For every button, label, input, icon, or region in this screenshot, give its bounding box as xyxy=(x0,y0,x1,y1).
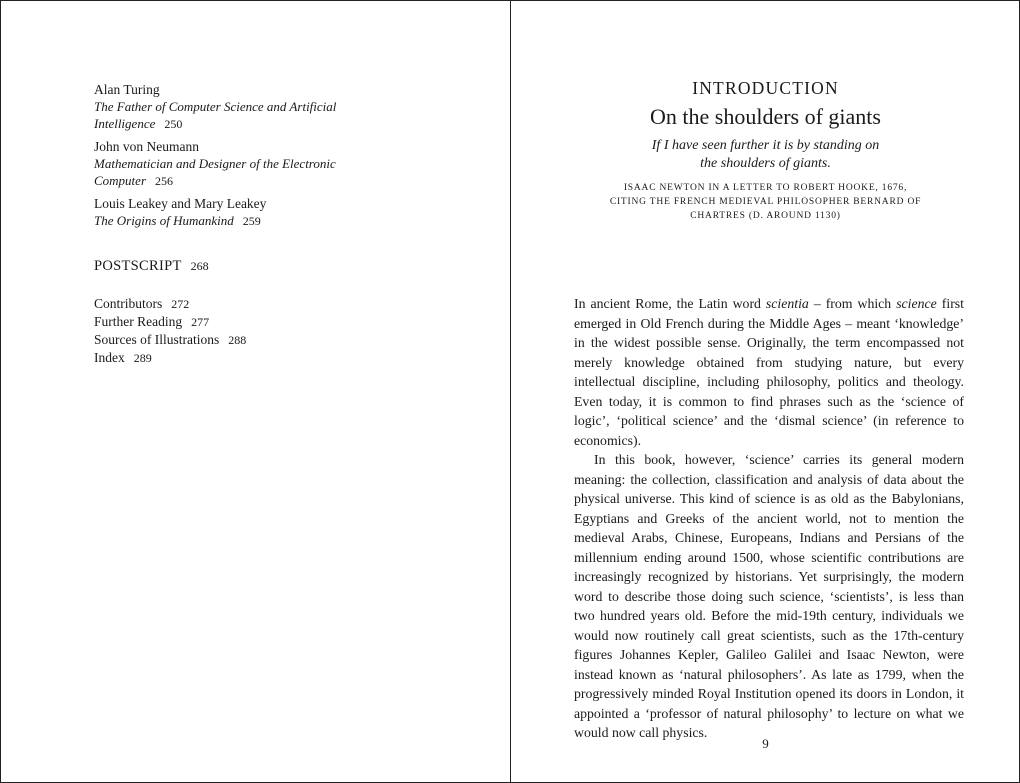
attribution-line: ISAAC NEWTON IN A LETTER TO ROBERT HOOKE, 1676, xyxy=(623,183,908,193)
epigraph-line: the shoulders of giants. xyxy=(700,156,831,171)
toc-back-matter xyxy=(94,295,394,367)
text-run: first emerged in Old French during the Middle Ages – meant ‘knowledge’ in the widest possible sense. Originally, the term encompassed not merely knowledge obtained from studying nature, but every intellectual discipline, including philosophy, politics and theology. Even today, it is common to find phrases such as the ‘science of logic’, ‘political science’ and the ‘dismal science’ (in reference to economics). xyxy=(574,296,964,448)
toc-entry-description xyxy=(94,212,394,230)
epigraph-attribution xyxy=(512,181,1019,223)
toc-entry-description xyxy=(94,115,394,133)
toc-list-item xyxy=(94,313,394,331)
text-run: In ancient Rome, the Latin word xyxy=(574,296,766,311)
toc-section-page: 268 xyxy=(190,259,209,273)
toc-entry-description xyxy=(94,172,394,190)
toc-entry-page: 256 xyxy=(155,174,173,188)
toc-list-item xyxy=(94,331,394,349)
epigraph-quote xyxy=(512,137,1019,173)
toc-entry xyxy=(94,138,394,190)
toc-entry-description xyxy=(94,155,394,172)
left-page xyxy=(1,1,511,782)
toc-list-page: 288 xyxy=(228,333,247,347)
toc-list-page: 289 xyxy=(133,351,152,365)
toc-entry xyxy=(94,195,394,230)
toc-list-label: Further Reading xyxy=(94,314,183,329)
attribution-line: CHARTRES (D. AROUND 1130) xyxy=(690,211,841,221)
toc-entry-name: John von Neumann xyxy=(94,139,199,154)
table-of-contents xyxy=(94,81,394,367)
toc-list-label: Index xyxy=(94,350,125,365)
toc-entry-description-text: The Father of Computer Science and Artificial xyxy=(94,99,337,114)
toc-entry-page: 259 xyxy=(242,214,261,228)
toc-entry-description-text: Mathematician and Designer of the Electronic xyxy=(94,156,336,171)
chapter-subtitle: On the shoulders of giants xyxy=(650,104,881,129)
toc-list-item xyxy=(94,349,394,367)
toc-entries xyxy=(94,81,394,230)
toc-entry-page: 250 xyxy=(164,117,183,131)
italic-term: scientia xyxy=(765,296,809,311)
text-run: – from which xyxy=(808,296,897,311)
toc-list-page: 272 xyxy=(171,297,190,311)
toc-entry-name: Louis Leakey and Mary Leakey xyxy=(94,196,267,211)
right-page xyxy=(512,1,1019,782)
toc-list-page: 277 xyxy=(191,315,210,329)
page-number: 9 xyxy=(762,736,769,751)
toc-list-label: Contributors xyxy=(94,296,163,311)
toc-entry-description-text: The Origins of Humankind xyxy=(94,213,234,228)
toc-entry xyxy=(94,81,394,133)
toc-section-title: POSTSCRIPT xyxy=(94,258,182,274)
body-text xyxy=(574,294,964,743)
toc-entry-description-text: Computer xyxy=(94,173,146,188)
paragraph-2: In this book, however, ‘science’ carries its general modern meaning: the collection, classification and analysis of data about the physical universe. This kind of science is as old as the Babylonians, Egyptians and Greeks of the ancient world, not to mention the medieval Arabs, Chinese, Europeans, Indians and Persians of the millennium ending around 1500, whose scientific contributions are increasingly recognized by historians. Yet surprisingly, the modern word to describe those doing such science, ‘scientists’, is less than two hundred years old. Before the mid-19th century, individuals we would now routinely call great scientists, such as the 17th-century figures Johannes Kepler, Galileo Galilei and Isaac Newton, were instead known as ‘natural philosophers’. As late as 1799, when the progressively minded Royal Institution opened its doors in London, it appointed a ‘professor of natural philosophy’ to lecture on what we would now call physics. xyxy=(574,452,964,740)
italic-term: science xyxy=(896,296,937,311)
chapter-title: INTRODUCTION xyxy=(692,78,839,98)
attribution-line: CITING THE FRENCH MEDIEVAL PHILOSOPHER BERNARD OF xyxy=(609,197,922,207)
toc-list-item xyxy=(94,295,394,313)
toc-entry-description-text: Intelligence xyxy=(94,116,156,131)
toc-list-label: Sources of Illustrations xyxy=(94,332,220,347)
toc-entry-description xyxy=(94,98,394,115)
toc-section-postscript xyxy=(94,258,394,275)
paragraph-1 xyxy=(574,294,964,450)
toc-entry-name: Alan Turing xyxy=(94,82,160,97)
epigraph-line: If I have seen further it is by standing on xyxy=(651,138,880,153)
